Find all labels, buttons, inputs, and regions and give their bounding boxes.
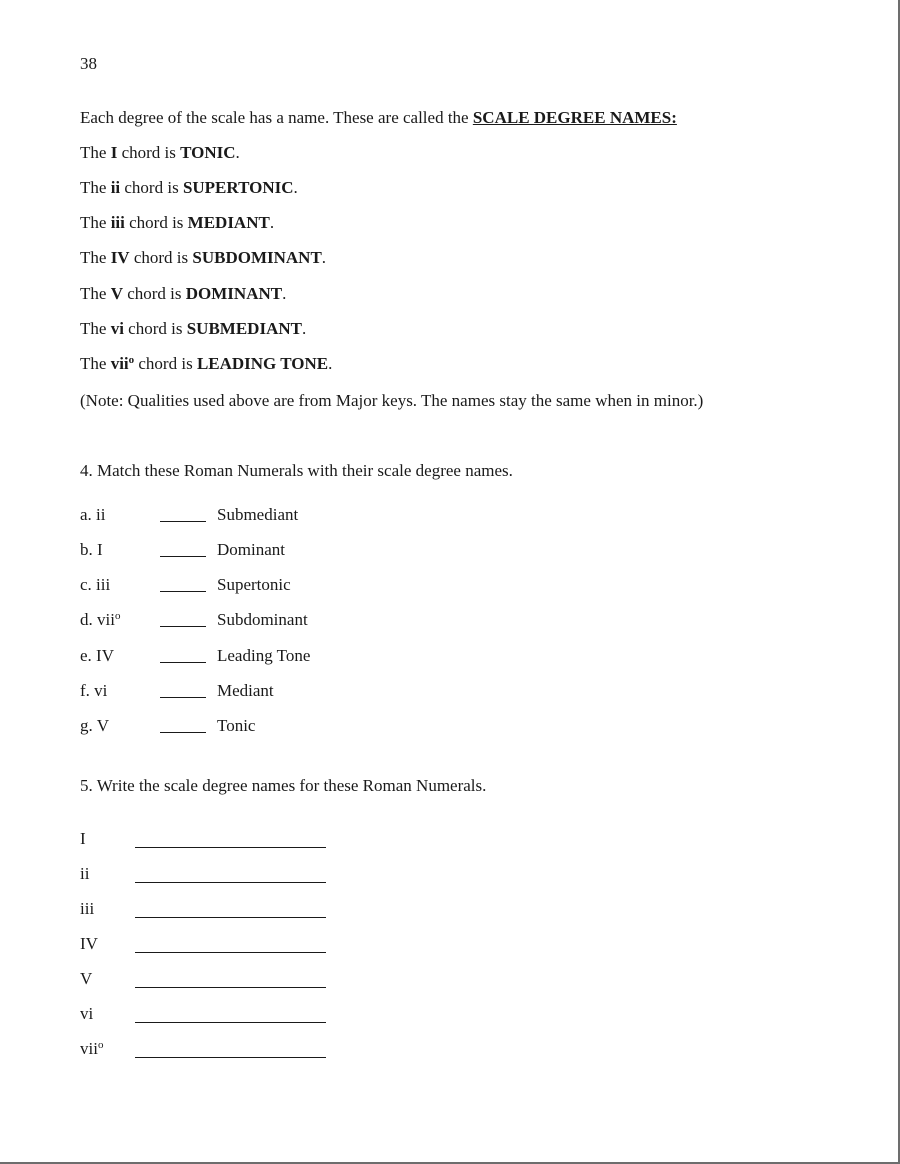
match-numeral: e. IV [80,646,114,665]
chord-line-subdominant [80,248,326,268]
chord-middle: chord is [122,284,186,303]
chord-suffix: . [293,178,298,197]
chord-sup: o [128,354,135,366]
chord-suffix: . [235,143,240,162]
chord-suffix: . [269,213,275,232]
chord-prefix: The [80,354,111,373]
write-row [80,1004,480,1026]
match-answer-blank[interactable] [160,626,206,627]
match-row [80,540,480,562]
match-row [80,575,480,597]
chord-middle: chord is [124,213,188,232]
match-scale-name: Tonic [217,716,256,735]
match-numeral: b. I [80,540,103,559]
chord-suffix: . [282,284,287,303]
intro-heading: SCALE DEGREE NAMES: [472,108,677,127]
match-numeral: d. vii$^o$ [80,610,121,629]
chord-numeral: ii [110,178,121,197]
write-answer-line[interactable] [135,882,326,883]
chord-name: LEADING TONE [196,354,329,373]
intro-text: Each degree of the scale has a name. These are called the [80,108,473,127]
match-answer-blank[interactable] [160,732,206,733]
match-scale-name: Subdominant [217,610,308,629]
write-row [80,969,480,991]
chord-prefix: The [80,248,111,267]
chord-prefix: The [80,143,111,162]
chord-numeral: vii [110,354,129,373]
match-row [80,681,480,703]
match-scale-name: Submediant [217,505,299,524]
chord-name: MEDIANT [187,213,270,232]
write-answer-line[interactable] [135,1022,326,1023]
match-row [80,716,480,738]
match-answer-blank[interactable] [160,697,206,698]
chord-suffix: . [328,354,333,373]
chord-line-dominant [80,284,286,304]
match-row [80,610,480,632]
match-scale-name: Supertonic [217,575,291,594]
chord-prefix: The [80,319,111,338]
match-answer-blank[interactable] [160,662,206,663]
chord-middle: chord is [134,354,197,373]
chord-name: SUBMEDIANT [186,319,302,338]
chord-suffix: . [301,319,307,338]
write-numeral: I [80,829,86,848]
chord-suffix: . [321,248,327,267]
match-row [80,505,480,527]
match-scale-name: Leading Tone [217,646,311,665]
write-answer-line[interactable] [135,952,326,953]
chord-numeral: I [110,143,118,162]
write-answer-line[interactable] [135,847,326,848]
match-answer-blank[interactable] [160,591,206,592]
write-numeral: iii [80,899,95,918]
chord-numeral: iii [110,213,125,232]
chord-middle: chord is [129,248,193,267]
chord-prefix: The [80,213,111,232]
question-5-prompt: 5. Write the scale degree names for these Roman Numerals. [80,776,487,795]
match-numeral: f. vi [80,681,108,700]
write-row [80,1039,480,1061]
match-answer-blank[interactable] [160,556,206,557]
write-numeral: vii$^o$ [80,1039,104,1058]
chord-line-leading-tone [80,354,332,374]
write-answer-line[interactable] [135,917,326,918]
write-row [80,934,480,956]
chord-middle: chord is [123,319,187,338]
match-row [80,646,480,668]
write-row [80,864,480,886]
chord-numeral: vi [110,319,124,338]
note-paragraph: (Note: Qualities used above are from Major keys. The names stay the same when in minor.) [80,391,704,410]
match-numeral: g. V [80,716,109,735]
chord-numeral: V [110,284,123,303]
chord-line-submediant [80,319,306,339]
write-answer-line[interactable] [135,987,326,988]
chord-line-mediant [80,213,274,233]
match-answer-blank[interactable] [160,521,206,522]
chord-name: SUBDOMINANT [192,248,322,267]
write-numeral: V [80,969,93,988]
chord-name: SUPERTONIC [182,178,294,197]
chord-name: DOMINANT [185,284,283,303]
chord-line-tonic [80,143,240,163]
intro-line [80,108,677,128]
match-scale-name: Mediant [217,681,274,700]
match-scale-name: Dominant [217,540,285,559]
write-row [80,899,480,921]
chord-numeral: IV [110,248,130,267]
chord-prefix: The [80,284,111,303]
match-numeral: a. ii [80,505,106,524]
write-numeral: vi [80,1004,94,1023]
chord-middle: chord is [117,143,181,162]
chord-prefix: The [80,178,111,197]
page-number: 38 [80,54,97,73]
chord-name: TONIC [180,143,236,162]
chord-middle: chord is [120,178,183,197]
write-numeral: ii [80,864,90,883]
match-numeral: c. iii [80,575,111,594]
write-row [80,829,480,851]
chord-line-supertonic [80,178,298,198]
question-4-prompt: 4. Match these Roman Numerals with their scale degree names. [80,461,513,480]
write-numeral: IV [80,934,98,953]
write-answer-line[interactable] [135,1057,326,1058]
